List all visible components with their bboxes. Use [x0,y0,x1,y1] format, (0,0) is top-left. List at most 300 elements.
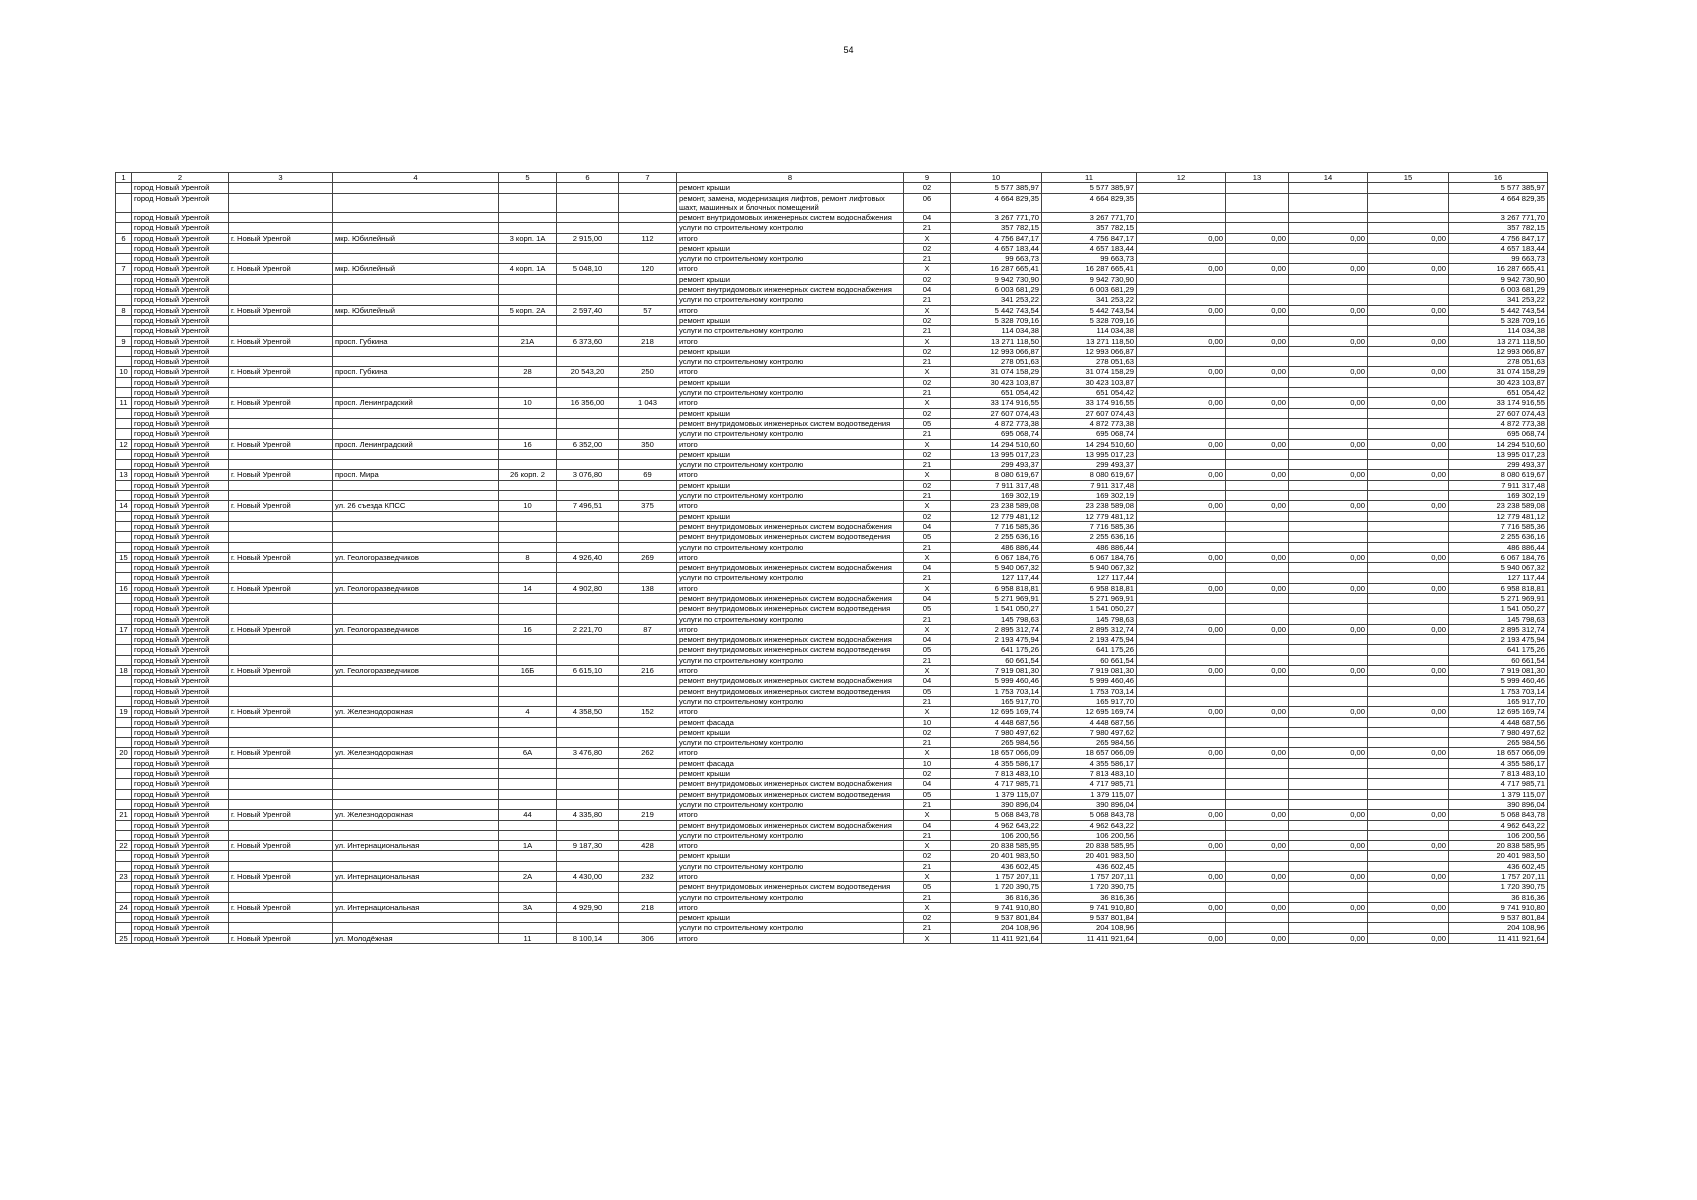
cell-street [333,377,499,387]
cell-num [116,635,132,645]
cell-house [499,521,557,531]
cell-cost-fund: 18 657 066,09 [1042,748,1137,758]
cell-cost-other [1368,830,1449,840]
cell-cost-regional [1226,769,1289,779]
cell-cost-other [1368,449,1449,459]
cell-street [333,346,499,356]
cell-locality: г. Новый Уренгой [229,707,333,717]
cell-street: ул. Геологоразведчиков [333,666,499,676]
cell-cost-regional [1226,480,1289,490]
cell-cost-other: 0,00 [1368,748,1449,758]
cell-residents [619,532,677,542]
cell-cost-owners: 0,00 [1289,810,1368,820]
cell-street [333,614,499,624]
cell-work-code: 04 [904,635,951,645]
cell-cost-total: 165 917,70 [951,696,1042,706]
cell-cost-owners [1289,593,1368,603]
cell-work-code: 04 [904,676,951,686]
cell-cost-owners: 0,00 [1289,336,1368,346]
cell-street [333,223,499,233]
cell-cost-fund: 390 896,04 [1042,799,1137,809]
cell-locality [229,213,333,223]
cell-cost-regional [1226,408,1289,418]
cell-residents [619,418,677,428]
cell-municipality: город Новый Уренгой [132,183,229,193]
cell-cost-regional [1226,738,1289,748]
cell-work-type: итого [677,902,904,912]
cell-cost-fund: 36 816,36 [1042,892,1137,902]
cell-cost-owners: 0,00 [1289,841,1368,851]
cell-work-type: ремонт внутридомовых инженерных систем водоотведения [677,645,904,655]
cell-work-code: 21 [904,254,951,264]
cell-cost-final: 5 940 067,32 [1449,563,1548,573]
cell-cost-municipal [1137,223,1226,233]
cell-cost-final: 6 067 184,76 [1449,552,1548,562]
table-row [116,830,1548,840]
cell-cost-municipal [1137,696,1226,706]
cell-work-type: услуги по строительному контролю [677,892,904,902]
cell-residents: 112 [619,233,677,243]
cell-work-code: X [904,336,951,346]
table-row [116,666,1548,676]
cell-cost-owners [1289,429,1368,439]
cell-cost-regional [1226,295,1289,305]
cell-cost-regional [1226,645,1289,655]
cell-residents [619,676,677,686]
cell-cost-owners [1289,635,1368,645]
cell-area: 5 048,10 [557,264,619,274]
cell-house: 2А [499,872,557,882]
cell-residents [619,193,677,212]
cell-cost-fund: 2 193 475,94 [1042,635,1137,645]
table-row [116,738,1548,748]
cell-municipality: город Новый Уренгой [132,882,229,892]
cell-cost-municipal: 0,00 [1137,810,1226,820]
cell-num [116,511,132,521]
cell-cost-total: 12 695 169,74 [951,707,1042,717]
cell-work-type: ремонт внутридомовых инженерных систем водоотведения [677,789,904,799]
cell-cost-owners [1289,521,1368,531]
cell-house [499,861,557,871]
cell-locality: г. Новый Уренгой [229,552,333,562]
cell-cost-owners: 0,00 [1289,398,1368,408]
cell-cost-final: 60 661,54 [1449,655,1548,665]
cell-cost-final: 14 294 510,60 [1449,439,1548,449]
cell-cost-municipal [1137,758,1226,768]
cell-cost-regional [1226,892,1289,902]
cell-cost-other [1368,377,1449,387]
cell-street [333,738,499,748]
cell-residents [619,851,677,861]
cell-num [116,769,132,779]
table-row [116,501,1548,511]
cell-area [557,563,619,573]
cell-cost-municipal [1137,655,1226,665]
cell-cost-regional [1226,243,1289,253]
cell-residents [619,326,677,336]
cell-area [557,799,619,809]
cell-cost-total: 278 051,63 [951,357,1042,367]
cell-num: 21 [116,810,132,820]
cell-municipality: город Новый Уренгой [132,408,229,418]
cell-area [557,274,619,284]
cell-residents [619,820,677,830]
table-row [116,542,1548,552]
cell-cost-regional [1226,357,1289,367]
cell-house [499,676,557,686]
cell-residents: 219 [619,810,677,820]
cell-cost-fund: 4 355 586,17 [1042,758,1137,768]
cell-cost-other [1368,779,1449,789]
cell-num: 6 [116,233,132,243]
table-row [116,933,1548,943]
cell-cost-final: 4 657 183,44 [1449,243,1548,253]
cell-locality: г. Новый Уренгой [229,305,333,315]
cell-cost-municipal [1137,521,1226,531]
cell-cost-final: 27 607 074,43 [1449,408,1548,418]
cell-num [116,521,132,531]
cell-cost-regional [1226,449,1289,459]
cell-cost-municipal: 0,00 [1137,902,1226,912]
cell-residents: 69 [619,470,677,480]
cell-cost-owners [1289,758,1368,768]
cell-locality [229,769,333,779]
cell-locality: г. Новый Уренгой [229,748,333,758]
cell-num [116,285,132,295]
cell-cost-fund: 12 993 066,87 [1042,346,1137,356]
cell-cost-other [1368,193,1449,212]
cell-cost-other [1368,542,1449,552]
cell-cost-owners [1289,614,1368,624]
cell-cost-municipal [1137,604,1226,614]
cell-cost-total: 4 664 829,35 [951,193,1042,212]
cell-cost-municipal: 0,00 [1137,748,1226,758]
cell-num: 12 [116,439,132,449]
cell-work-type: услуги по строительному контролю [677,923,904,933]
cell-cost-total: 4 962 643,22 [951,820,1042,830]
cell-work-type: ремонт крыши [677,183,904,193]
cell-cost-other [1368,326,1449,336]
table-row [116,779,1548,789]
cell-municipality: город Новый Уренгой [132,727,229,737]
cell-cost-owners [1289,696,1368,706]
cell-street: просп. Губкина [333,336,499,346]
cell-work-type: ремонт внутридомовых инженерных систем водоснабжения [677,779,904,789]
cell-residents: 57 [619,305,677,315]
cell-cost-total: 9 942 730,90 [951,274,1042,284]
cell-cost-total: 390 896,04 [951,799,1042,809]
cell-cost-owners [1289,769,1368,779]
cell-locality: г. Новый Уренгой [229,336,333,346]
cell-street [333,357,499,367]
cell-cost-other [1368,635,1449,645]
cell-municipality: город Новый Уренгой [132,769,229,779]
cell-municipality: город Новый Уренгой [132,295,229,305]
cell-cost-regional [1226,377,1289,387]
cell-residents [619,799,677,809]
cell-cost-fund: 7 716 585,36 [1042,521,1137,531]
cell-cost-regional: 0,00 [1226,872,1289,882]
cell-municipality: город Новый Уренгой [132,635,229,645]
table-row [116,748,1548,758]
cell-cost-fund: 60 661,54 [1042,655,1137,665]
cell-cost-regional [1226,563,1289,573]
cell-street [333,717,499,727]
cell-cost-total: 357 782,15 [951,223,1042,233]
cell-cost-final: 4 448 687,56 [1449,717,1548,727]
cell-num: 17 [116,624,132,634]
cell-work-code: 02 [904,346,951,356]
cell-cost-total: 6 067 184,76 [951,552,1042,562]
cell-cost-owners [1289,923,1368,933]
cell-work-code: 21 [904,861,951,871]
cell-cost-owners: 0,00 [1289,666,1368,676]
cell-work-type: услуги по строительному контролю [677,861,904,871]
cell-work-code: 21 [904,326,951,336]
cell-cost-owners [1289,717,1368,727]
cell-cost-other: 0,00 [1368,264,1449,274]
cell-cost-regional: 0,00 [1226,902,1289,912]
cell-municipality: город Новый Уренгой [132,861,229,871]
cell-work-type: итого [677,305,904,315]
cell-street [333,315,499,325]
cell-work-code: 21 [904,799,951,809]
cell-cost-final: 4 962 643,22 [1449,820,1548,830]
header-cell-num: 1 [116,173,132,183]
cell-cost-regional [1226,213,1289,223]
cell-cost-fund: 4 448 687,56 [1042,717,1137,727]
cell-work-type: ремонт крыши [677,480,904,490]
cell-work-code: 05 [904,882,951,892]
cell-cost-fund: 265 984,56 [1042,738,1137,748]
cell-municipality: город Новый Уренгой [132,686,229,696]
cell-house [499,820,557,830]
cell-cost-municipal [1137,892,1226,902]
cell-cost-owners: 0,00 [1289,902,1368,912]
cell-cost-owners: 0,00 [1289,872,1368,882]
cell-cost-municipal [1137,243,1226,253]
cell-cost-total: 6 003 681,29 [951,285,1042,295]
cell-work-type: ремонт внутридомовых инженерных систем водоотведения [677,686,904,696]
cell-area: 2 915,00 [557,233,619,243]
cell-cost-final: 9 537 801,84 [1449,913,1548,923]
cell-locality: г. Новый Уренгой [229,583,333,593]
cell-house [499,892,557,902]
cell-street [333,758,499,768]
cell-cost-municipal: 0,00 [1137,233,1226,243]
cell-cost-other [1368,346,1449,356]
table-row [116,193,1548,212]
cell-work-type: ремонт внутридомовых инженерных систем водоснабжения [677,521,904,531]
cell-work-code: 02 [904,480,951,490]
cell-cost-owners [1289,820,1368,830]
cell-cost-regional: 0,00 [1226,748,1289,758]
cell-street [333,213,499,223]
cell-locality [229,614,333,624]
cell-work-type: итого [677,439,904,449]
cell-municipality: город Новый Уренгой [132,902,229,912]
cell-num: 18 [116,666,132,676]
cell-num: 8 [116,305,132,315]
cell-area [557,377,619,387]
cell-area: 4 902,80 [557,583,619,593]
cell-locality [229,491,333,501]
cell-municipality: город Новый Уренгой [132,645,229,655]
cell-residents [619,655,677,665]
cell-residents: 428 [619,841,677,851]
cell-cost-other [1368,861,1449,871]
cell-locality: г. Новый Уренгой [229,933,333,943]
cell-work-code: 04 [904,820,951,830]
cell-cost-municipal: 0,00 [1137,439,1226,449]
cell-work-type: итого [677,501,904,511]
cell-cost-municipal [1137,315,1226,325]
cell-area: 2 597,40 [557,305,619,315]
cell-cost-final: 7 813 483,10 [1449,769,1548,779]
cell-residents: 350 [619,439,677,449]
cell-cost-regional: 0,00 [1226,367,1289,377]
cell-cost-final: 5 271 969,91 [1449,593,1548,603]
cell-house [499,193,557,212]
cell-work-type: ремонт внутридомовых инженерных систем водоотведения [677,882,904,892]
cell-street [333,326,499,336]
cell-cost-final: 5 577 385,97 [1449,183,1548,193]
cell-street [333,418,499,428]
cell-cost-regional [1226,686,1289,696]
cell-cost-owners [1289,892,1368,902]
cell-cost-regional [1226,604,1289,614]
cell-municipality: город Новый Уренгой [132,326,229,336]
cell-area [557,223,619,233]
cell-work-code: 21 [904,542,951,552]
table-row [116,264,1548,274]
cell-num [116,861,132,871]
cell-num: 25 [116,933,132,943]
cell-work-type: итого [677,666,904,676]
cell-locality [229,913,333,923]
cell-house [499,511,557,521]
cell-work-code: 02 [904,449,951,459]
cell-cost-total: 5 328 709,16 [951,315,1042,325]
table-row [116,707,1548,717]
cell-cost-municipal [1137,738,1226,748]
cell-residents [619,923,677,933]
cell-cost-regional [1226,861,1289,871]
cell-house: 4 [499,707,557,717]
cell-num [116,779,132,789]
cell-cost-municipal [1137,193,1226,212]
cell-cost-total: 5 271 969,91 [951,593,1042,603]
cell-house [499,295,557,305]
cell-cost-other [1368,769,1449,779]
cell-locality [229,686,333,696]
cell-area [557,315,619,325]
cell-residents: 87 [619,624,677,634]
cell-work-type: ремонт внутридомовых инженерных систем водоснабжения [677,676,904,686]
cell-street [333,799,499,809]
cell-cost-total: 1 757 207,11 [951,872,1042,882]
page-number: 54 [843,45,854,55]
cell-locality [229,315,333,325]
cell-cost-fund: 30 423 103,87 [1042,377,1137,387]
cell-residents [619,563,677,573]
cell-cost-final: 299 493,37 [1449,460,1548,470]
cell-cost-owners [1289,676,1368,686]
cell-cost-final: 651 054,42 [1449,388,1548,398]
cell-num [116,789,132,799]
cell-area [557,593,619,603]
cell-municipality: город Новый Уренгой [132,841,229,851]
cell-area: 4 335,80 [557,810,619,820]
cell-cost-regional [1226,882,1289,892]
cell-work-code: X [904,552,951,562]
cell-area: 4 926,40 [557,552,619,562]
cell-cost-other: 0,00 [1368,624,1449,634]
cell-cost-other [1368,676,1449,686]
cell-num [116,593,132,603]
table-row [116,254,1548,264]
table-row [116,346,1548,356]
cell-work-code: 05 [904,645,951,655]
cell-work-code: 02 [904,377,951,387]
cell-area [557,789,619,799]
cell-cost-other [1368,645,1449,655]
cell-work-code: X [904,707,951,717]
cell-work-code: 04 [904,521,951,531]
cell-locality [229,449,333,459]
cell-cost-fund: 23 238 589,08 [1042,501,1137,511]
cell-area [557,418,619,428]
cell-cost-owners [1289,830,1368,840]
cell-work-code: 02 [904,408,951,418]
cell-street: ул. Геологоразведчиков [333,583,499,593]
table-row [116,789,1548,799]
cell-cost-fund: 33 174 916,55 [1042,398,1137,408]
cell-work-type: итого [677,583,904,593]
cell-cost-final: 341 253,22 [1449,295,1548,305]
cell-cost-total: 7 919 081,30 [951,666,1042,676]
cell-street: ул. Железнодорожная [333,810,499,820]
cell-cost-final: 12 779 481,12 [1449,511,1548,521]
cell-num [116,315,132,325]
cell-cost-municipal [1137,789,1226,799]
cell-municipality: город Новый Уренгой [132,264,229,274]
cell-cost-fund: 9 942 730,90 [1042,274,1137,284]
cell-cost-other [1368,480,1449,490]
table-row [116,367,1548,377]
cell-work-type: ремонт внутридомовых инженерных систем водоснабжения [677,635,904,645]
cell-locality [229,418,333,428]
cell-cost-fund: 3 267 771,70 [1042,213,1137,223]
cell-house [499,799,557,809]
cell-cost-total: 2 895 312,74 [951,624,1042,634]
cell-work-type: ремонт фасада [677,717,904,727]
cell-cost-fund: 12 695 169,74 [1042,707,1137,717]
cell-work-type: итого [677,233,904,243]
cell-cost-owners [1289,480,1368,490]
cell-house: 1А [499,841,557,851]
cell-work-type: услуги по строительному контролю [677,830,904,840]
cell-house: 3 корп. 1А [499,233,557,243]
cell-cost-final: 2 255 636,16 [1449,532,1548,542]
cell-cost-municipal [1137,593,1226,603]
cell-cost-total: 7 911 317,48 [951,480,1042,490]
cell-work-code: X [904,872,951,882]
cell-cost-fund: 169 302,19 [1042,491,1137,501]
cell-cost-other: 0,00 [1368,552,1449,562]
cell-cost-municipal: 0,00 [1137,264,1226,274]
cell-cost-municipal: 0,00 [1137,501,1226,511]
